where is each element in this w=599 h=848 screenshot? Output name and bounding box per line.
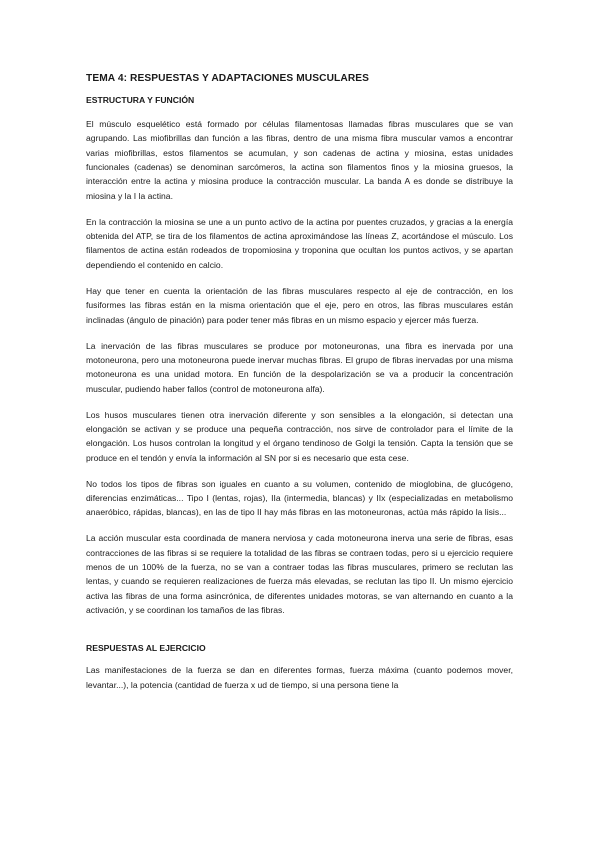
paragraph: No todos los tipos de fibras son iguales en cuanto a su volumen, contenido de mioglobina, de glucógeno, diferencias enzimáticas... Tipo I (lentas, rojas), IIa (intermedia, blancas) y IIx (especializadas en metabolismo anaeróbico, rápidas, blancas), en las de tipo II hay más fibras en las motoneuronas, actúa más rápido la lisis... [86,478,513,518]
paragraph: En la contracción la miosina se une a un punto activo de la actina por puentes cruzados, y gracias a la energía obtenida del ATP, se tira de los filamentos de actina aproximándose las líneas Z, acortándose el músculo. Los filamentos de actina están rodeados de tropomiosina y troponina que ocultan los puntos activos, y se apartan dependiendo el contenido en calcio. [86,216,513,270]
paragraph: El músculo esquelético está formado por células filamentosas llamadas fibras musculares que se van agrupando. Las miofibrillas dan función a las fibras, dentro de una misma fibra muscular vamos a encontrar varias miofibrillas, estos filamentos se acumulan, y son cadenas de actina y miosina, estas unidades funcionales (cadenas) se denominan sarcómeros, la actina son filamentos finos y la miosina gruesos, la interacción entre la actina y miosina produce la contracción muscular. La banda A es donde se distribuye la miosina y la I la actina. [86,119,513,201]
paragraph: Hay que tener en cuenta la orientación de las fibras musculares respecto al eje de contracción, en los fusiformes las fibras están en la misma orientación que el eje, pero en otros, las fibras musculares están inclinadas (ángulo de pinación) para poder tener más fibras en un mismo espacio y ejercer más fuerza. [86,285,513,325]
paragraph: La acción muscular esta coordinada de manera nerviosa y cada motoneurona inerva una serie de fibras, esas contracciones de las fibras si se requiere la totalidad de las fibras se contraen todas, pero si u ejercicio requiere menos de un 100% de la fuerza, no se van a contraer todas las fibras musculares, primero se reclutan las lentas, y cuando se requieren realizaciones de fuerza más elevadas, se reclutan las tipo II. Un mismo ejercicio activa las fibras de una forma asincrónica, de diferentes unidades motoras, se van alternando en cuanto a la activación, y se coordinan los tamaños de las fibras. [86,533,513,616]
paragraph: Las manifestaciones de la fuerza se dan en diferentes formas, fuerza máxima (cuanto podemos mover, levantar...), la potencia (cantidad de fuerza x ud de tiempo, si una persona tiene la [86,665,513,690]
paragraph: Los husos musculares tienen otra inervación diferente y son sensibles a la elongación, si detectan una elongación se activan y se produce una pequeña contracción, nos sirve de controlador para el límite de la elongación. Los husos controlan la longitud y el órgano tendinoso de Golgi la tensión. Capta la tensión que se produce en el tendón y envía la información al SN por si es necesario que esta cese. [86,409,513,463]
paragraph: La inervación de las fibras musculares se produce por motoneuronas, una fibra es inervada por una motoneurona, pero una motoneurona puede inervar muchas fibras. El grupo de fibras inervadas por una misma motoneurona es una unidad motora. En función de la despolarización se va a producir la concentración muscular, pudiendo haber fallos (control de motoneurona alfa). [86,340,513,394]
section-heading-respuestas: RESPUESTAS AL EJERCICIO [86,643,206,654]
section-heading-estructura: ESTRUCTURA Y FUNCIÓN [86,95,195,105]
document-title: TEMA 4: RESPUESTAS Y ADAPTACIONES MUSCULARES [86,73,370,84]
